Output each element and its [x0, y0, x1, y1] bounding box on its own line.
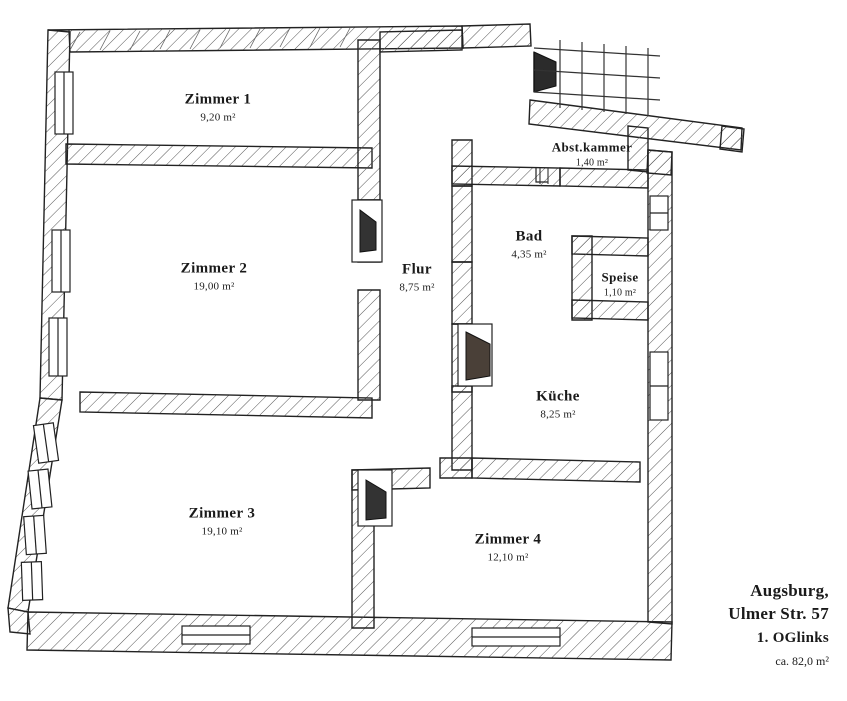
room-name: Bad	[515, 228, 543, 245]
room-name: Zimmer 1	[184, 91, 252, 108]
room-area: 8,25 m²	[540, 408, 576, 421]
title-block	[728, 580, 829, 671]
room-area: 9,20 m²	[200, 111, 236, 124]
room-area: 19,00 m²	[193, 280, 235, 293]
room-area: 4,35 m²	[511, 248, 547, 261]
room-area: 19,10 m²	[201, 525, 243, 538]
room-area: 1,10 m²	[603, 287, 637, 299]
title-city: Augsburg,	[750, 581, 829, 601]
title-total-area: ca. 82,0 m²	[775, 653, 829, 668]
room-name: Abst.kammer	[551, 139, 633, 155]
room-name: Zimmer 4	[474, 531, 542, 548]
room-area: 1,40 m²	[575, 157, 609, 169]
walls-group	[8, 24, 744, 660]
room-name: Flur	[402, 261, 432, 278]
room-name: Küche	[536, 388, 580, 405]
room-name: Zimmer 3	[188, 505, 256, 522]
room-area: 8,75 m²	[399, 281, 435, 294]
title-street: Ulmer Str. 57	[728, 604, 829, 624]
room-name: Zimmer 2	[180, 260, 248, 277]
room-area: 12,10 m²	[487, 551, 529, 564]
title-floor: 1. OGlinks	[756, 630, 829, 647]
room-name: Speise	[601, 269, 639, 285]
